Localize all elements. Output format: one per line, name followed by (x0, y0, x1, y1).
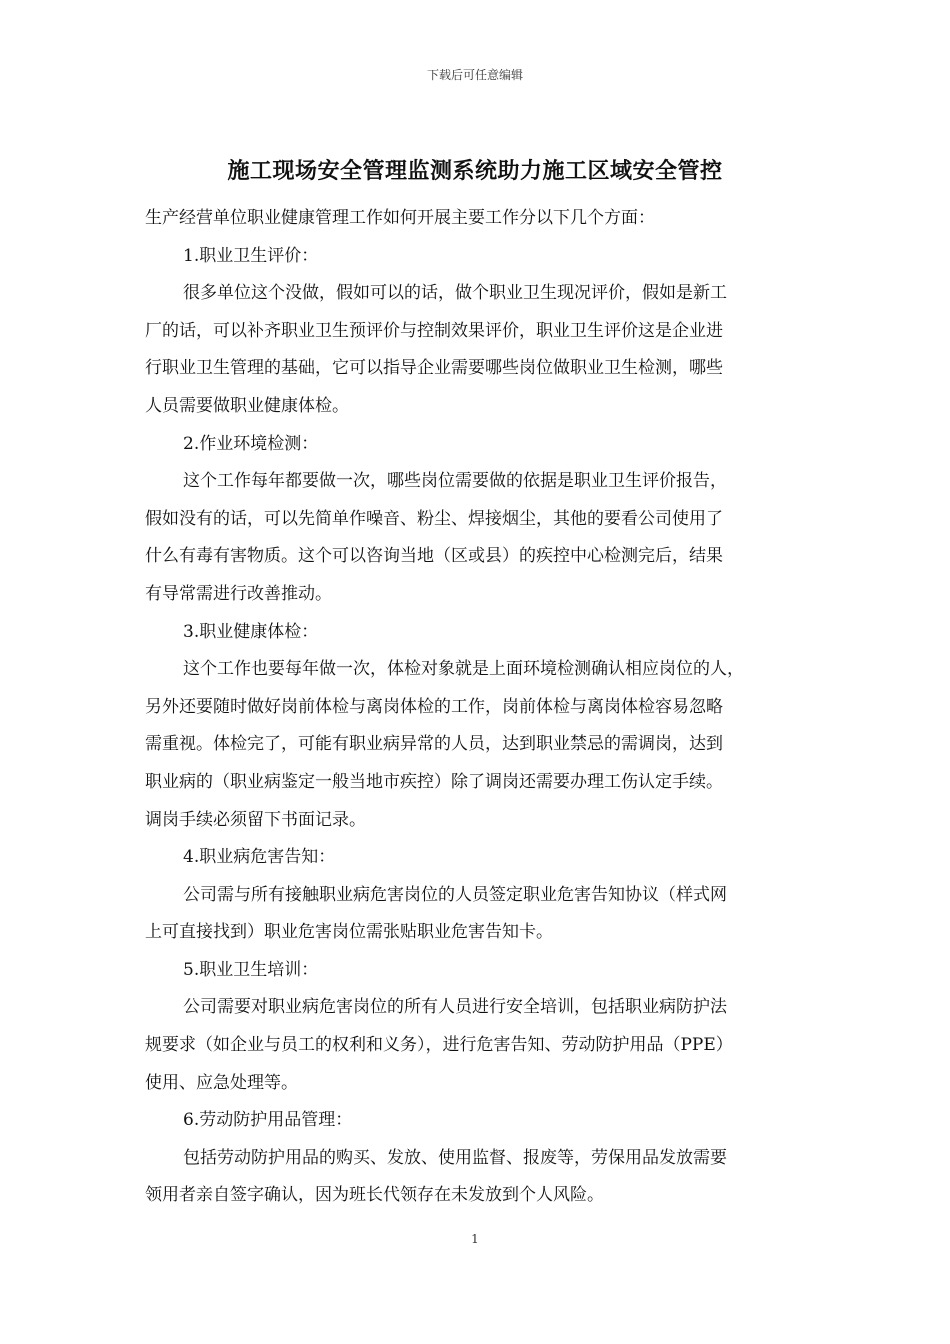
section-heading: 2.作业环境检测： (183, 433, 319, 454)
paragraph-line: 公司需与所有接触职业病危害岗位的人员签定职业危害告知协议（样式网 (183, 884, 727, 905)
paragraph-line: 另外还要随时做好岗前体检与离岗体检的工作，岗前体检与离岗体检容易忽略 (145, 696, 723, 717)
paragraph-line: 调岗手续必须留下书面记录。 (145, 809, 366, 830)
intro-paragraph: 生产经营单位职业健康管理工作如何开展主要工作分以下几个方面： (145, 208, 655, 228)
paragraph-line: 假如没有的话，可以先简单作噪音、粉尘、焊接烟尘，其他的要看公司使用了 (145, 508, 723, 529)
paragraph-line: 需重视。体检完了，可能有职业病异常的人员，达到职业禁忌的需调岗，达到 (145, 734, 723, 755)
paragraph-line: 什么有毒有害物质。这个可以咨询当地（区或县）的疾控中心检测完后，结果 (145, 546, 723, 567)
paragraph-line: 行职业卫生管理的基础，它可以指导企业需要哪些岗位做职业卫生检测，哪些 (145, 358, 723, 379)
document-body (145, 200, 810, 1215)
paragraph-line: 上可直接找到）职业危害岗位需张贴职业危害告知卡。 (145, 922, 553, 943)
section-heading: 4.职业病危害告知： (183, 847, 336, 868)
paragraph-line: 公司需要对职业病危害岗位的所有人员进行安全培训，包括职业病防护法 (183, 997, 727, 1018)
paragraph-line: 规要求（如企业与员工的权利和义务），进行危害告知、劳动防护用品（PPE） (145, 1035, 733, 1056)
paragraph-line: 厂的话，可以补齐职业卫生预评价与控制效果评价，职业卫生评价这是企业进 (145, 320, 723, 341)
section-heading: 6.劳动防护用品管理： (183, 1110, 353, 1131)
page-number: 1 (471, 1232, 479, 1246)
paragraph-line: 领用者亲自签字确认，因为班长代领存在未发放到个人风险。 (145, 1185, 604, 1206)
paragraph-line: 这个工作每年都要做一次，哪些岗位需要做的依据是职业卫生评价报告， (183, 471, 727, 492)
document-title: 施工现场安全管理监测系统助力施工区域安全管控 (227, 159, 723, 184)
paragraph-line: 职业病的（职业病鉴定一般当地市疾控）除了调岗还需要办理工伤认定手续。 (145, 771, 723, 792)
section-heading: 1.职业卫生评价： (183, 245, 319, 266)
section-heading: 5.职业卫生培训： (183, 959, 319, 980)
paragraph-line: 使用、应急处理等。 (145, 1072, 298, 1093)
paragraph-line: 很多单位这个没做，假如可以的话，做个职业卫生现况评价，假如是新工 (183, 283, 727, 304)
header-note: 下载后可任意编辑 (426, 68, 523, 82)
paragraph-line: 这个工作也要每年做一次，体检对象就是上面环境检测确认相应岗位的人， (183, 659, 744, 680)
paragraph-line: 包括劳动防护用品的购买、发放、使用监督、报废等，劳保用品发放需要 (183, 1147, 727, 1168)
paragraph-line: 有导常需进行改善推动。 (145, 583, 332, 604)
paragraph-line: 人员需要做职业健康体检。 (145, 395, 349, 416)
section-heading: 3.职业健康体检： (183, 621, 319, 642)
